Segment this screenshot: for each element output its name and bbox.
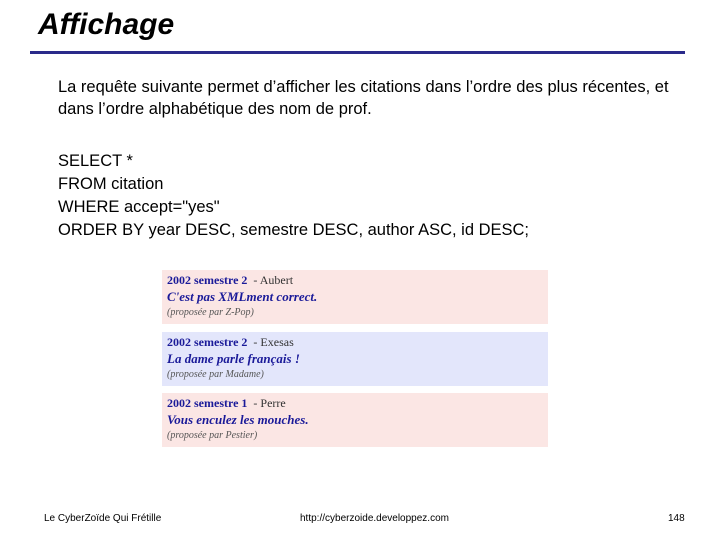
- title-underline: [30, 51, 685, 54]
- page-number: 148: [668, 513, 685, 524]
- citation-proposed-by: (proposée par Z-Pop): [167, 307, 254, 318]
- sql-query: [58, 150, 529, 242]
- sql-line-order-by: ORDER BY year DESC, semestre DESC, author ASC, id DESC;: [58, 221, 530, 239]
- citation-author: - Aubert: [253, 273, 294, 287]
- citation-header: [167, 396, 286, 411]
- citation-card: [162, 332, 548, 386]
- citation-author: - Perre: [253, 396, 286, 410]
- citation-quote: C'est pas XMLment correct.: [167, 289, 318, 304]
- citation-header: [167, 335, 294, 350]
- intro-paragraph: La requête suivante permet d’afficher les citations dans l’ordre des plus récentes, et dans l’ordre alphabétique des nom de prof.: [58, 78, 669, 118]
- citation-proposed-by: (proposée par Pestier): [167, 430, 258, 441]
- citation-quote: Vous enculez les mouches.: [167, 412, 309, 427]
- citation-author: - Exesas: [253, 335, 294, 349]
- sql-line-select: SELECT *: [58, 152, 133, 170]
- footer-url: http://cyberzoide.developpez.com: [300, 513, 449, 524]
- citation-quote: La dame parle français !: [167, 351, 300, 366]
- slide-title: Affichage: [38, 8, 175, 41]
- citation-semestre: 2002 semestre 2: [167, 335, 248, 349]
- citation-semestre: 2002 semestre 2: [167, 273, 248, 287]
- citation-proposed-by: (proposée par Madame): [167, 369, 264, 380]
- citation-card: [162, 393, 548, 447]
- sql-line-from: FROM citation: [58, 175, 164, 193]
- citation-semestre: 2002 semestre 1: [167, 396, 248, 410]
- citations-screenshot: [160, 268, 552, 448]
- footer-author: Le CyberZoïde Qui Frétille: [44, 513, 162, 524]
- citation-header: [167, 273, 293, 288]
- citation-card: [162, 270, 548, 324]
- sql-line-where: WHERE accept="yes": [58, 198, 220, 216]
